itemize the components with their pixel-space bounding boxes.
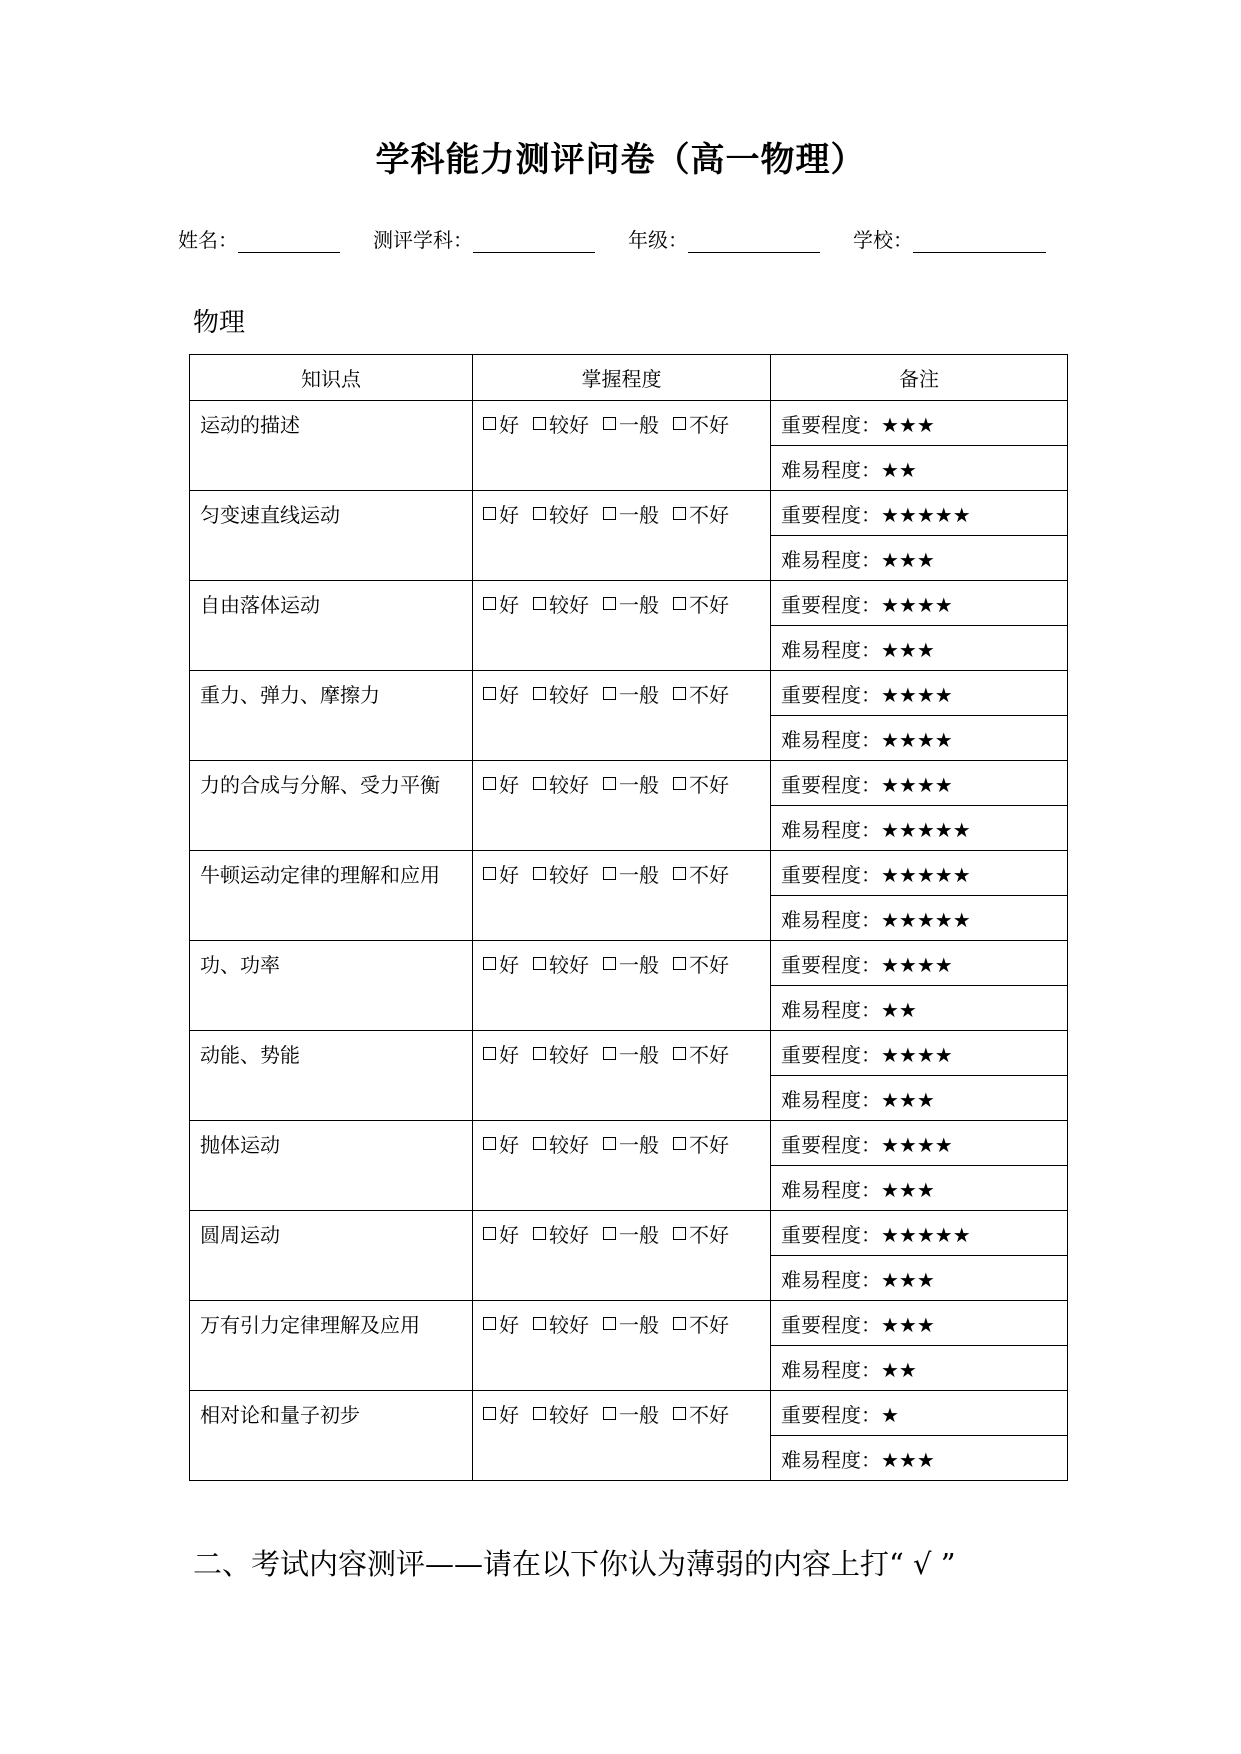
importance-stars: ★★★★ [881,592,953,617]
difficulty-cell [771,716,1068,761]
mastery-option-label: 较好 [549,1403,589,1427]
checkbox-icon[interactable] [483,1047,496,1060]
mastery-option[interactable] [533,1129,589,1158]
mastery-option[interactable] [603,679,659,708]
difficulty-stars: ★★★★ [881,727,953,752]
checkbox-icon[interactable] [533,687,546,700]
mastery-option[interactable] [673,409,729,438]
mastery-option[interactable] [673,499,729,528]
checkbox-icon[interactable] [483,507,496,520]
mastery-cell [473,851,771,941]
importance-stars: ★★★ [881,1312,935,1337]
table-header-row [190,355,1068,401]
importance-cell [771,671,1068,716]
subject-label: 测评学科： [373,228,473,252]
school-blank[interactable] [913,232,1046,253]
checkbox-icon[interactable] [673,1407,686,1420]
importance-label: 重要程度： [781,592,881,617]
difficulty-cell [771,806,1068,851]
difficulty-stars: ★★★★★ [881,907,971,932]
mastery-option-label: 好 [499,683,519,707]
importance-stars: ★★★★★ [881,862,971,887]
importance-cell [771,851,1068,896]
mastery-option-label: 不好 [689,1043,729,1067]
section2-title: 二、考试内容测评——请在以下你认为薄弱的内容上打“ √ ” [193,1547,956,1581]
mastery-option-label: 一般 [619,1223,659,1247]
mastery-cell [473,401,771,491]
mastery-option[interactable] [603,499,659,528]
table-row [190,1211,1068,1256]
difficulty-cell [771,626,1068,671]
checkbox-icon[interactable] [533,957,546,970]
mastery-option-label: 较好 [549,1223,589,1247]
name-blank[interactable] [238,232,340,253]
importance-cell [771,1121,1068,1166]
mastery-option[interactable] [673,859,729,888]
mastery-options [483,409,760,438]
difficulty-stars: ★★★ [881,637,935,662]
checkbox-icon[interactable] [673,777,686,790]
mastery-option[interactable] [603,1219,659,1248]
mastery-option-label: 一般 [619,683,659,707]
mastery-option-label: 一般 [619,593,659,617]
topic-cell: 重力、弹力、摩擦力 [190,671,473,761]
checkbox-icon[interactable] [533,867,546,880]
name-field[interactable] [178,224,340,253]
mastery-option[interactable] [483,949,519,978]
checkbox-icon[interactable] [673,1227,686,1240]
mastery-option-label: 好 [499,503,519,527]
mastery-option[interactable] [533,499,589,528]
mastery-option-label: 不好 [689,1313,729,1337]
importance-label: 重要程度： [781,862,881,887]
mastery-option[interactable] [673,1309,729,1338]
school-label: 学校： [853,228,913,252]
topic-cell: 运动的描述 [190,401,473,491]
school-field[interactable] [853,224,1046,253]
mastery-option[interactable] [533,1219,589,1248]
mastery-option[interactable] [673,769,729,798]
mastery-option[interactable] [483,589,519,618]
importance-stars: ★ [881,1402,899,1427]
mastery-option[interactable] [533,1039,589,1068]
mastery-option-label: 好 [499,773,519,797]
table-row [190,941,1068,986]
mastery-option[interactable] [533,409,589,438]
importance-stars: ★★★ [881,412,935,437]
mastery-options [483,1219,760,1248]
checkbox-icon[interactable] [483,867,496,880]
mastery-option[interactable] [483,1039,519,1068]
mastery-option[interactable] [673,1129,729,1158]
mastery-option[interactable] [483,1399,519,1428]
importance-label: 重要程度： [781,772,881,797]
section-label: 物理 [193,308,246,338]
mastery-option-label: 一般 [619,1043,659,1067]
checkbox-icon[interactable] [603,687,616,700]
topic-cell: 功、功率 [190,941,473,1031]
mastery-option[interactable] [673,1039,729,1068]
grade-blank[interactable] [688,232,820,253]
subject-field[interactable] [373,224,595,253]
checkbox-icon[interactable] [603,1317,616,1330]
mastery-option[interactable] [603,769,659,798]
difficulty-stars: ★★ [881,997,917,1022]
importance-label: 重要程度： [781,1222,881,1247]
checkbox-icon[interactable] [673,1047,686,1060]
mastery-option[interactable] [673,589,729,618]
mastery-options [483,949,760,978]
mastery-option-label: 一般 [619,953,659,977]
importance-cell [771,761,1068,806]
topic-cell: 牛顿运动定律的理解和应用 [190,851,473,941]
mastery-option-label: 不好 [689,773,729,797]
importance-stars: ★★★★★ [881,1222,971,1247]
mastery-option-label: 一般 [619,1313,659,1337]
mastery-option-label: 好 [499,413,519,437]
subject-blank[interactable] [473,232,595,253]
difficulty-label: 难易程度： [781,637,881,662]
mastery-options [483,859,760,888]
mastery-option-label: 一般 [619,503,659,527]
mastery-option-label: 不好 [689,503,729,527]
mastery-option-label: 不好 [689,413,729,437]
mastery-cell [473,941,771,1031]
difficulty-cell [771,986,1068,1031]
topic-cell: 相对论和量子初步 [190,1391,473,1481]
checkbox-icon[interactable] [533,507,546,520]
knowledge-table [189,354,1068,1481]
importance-stars: ★★★★ [881,1132,953,1157]
mastery-option[interactable] [673,679,729,708]
mastery-option[interactable] [483,679,519,708]
topic-cell: 自由落体运动 [190,581,473,671]
importance-cell [771,1031,1068,1076]
checkbox-icon[interactable] [603,597,616,610]
checkbox-icon[interactable] [603,1137,616,1150]
mastery-option-label: 好 [499,1133,519,1157]
mastery-options [483,589,760,618]
checkbox-icon[interactable] [533,1137,546,1150]
mastery-cell [473,671,771,761]
mastery-option-label: 好 [499,1403,519,1427]
mastery-option-label: 较好 [549,1133,589,1157]
importance-label: 重要程度： [781,1312,881,1337]
checkbox-icon[interactable] [603,507,616,520]
table-row [190,491,1068,536]
checkbox-icon[interactable] [603,1407,616,1420]
importance-cell [771,941,1068,986]
name-label: 姓名： [178,228,238,252]
difficulty-cell [771,896,1068,941]
topic-cell: 万有引力定律理解及应用 [190,1301,473,1391]
header-mastery: 掌握程度 [473,355,771,401]
importance-cell [771,491,1068,536]
checkbox-icon[interactable] [483,597,496,610]
table-row [190,401,1068,446]
checkbox-icon[interactable] [533,1047,546,1060]
grade-label: 年级： [628,228,688,252]
difficulty-stars: ★★★ [881,1447,935,1472]
difficulty-label: 难易程度： [781,997,881,1022]
mastery-option[interactable] [483,1219,519,1248]
mastery-options [483,499,760,528]
topic-cell: 动能、势能 [190,1031,473,1121]
difficulty-cell [771,1076,1068,1121]
header-topic: 知识点 [190,355,473,401]
mastery-option-label: 不好 [689,593,729,617]
checkbox-icon[interactable] [603,777,616,790]
mastery-options [483,769,760,798]
mastery-option[interactable] [533,1399,589,1428]
mastery-option-label: 较好 [549,413,589,437]
mastery-options [483,1039,760,1068]
difficulty-label: 难易程度： [781,1357,881,1382]
difficulty-label: 难易程度： [781,457,881,482]
mastery-option[interactable] [673,1219,729,1248]
checkbox-icon[interactable] [483,1317,496,1330]
mastery-cell [473,581,771,671]
topic-cell: 力的合成与分解、受力平衡 [190,761,473,851]
mastery-cell [473,761,771,851]
table-row [190,581,1068,626]
checkbox-icon[interactable] [673,1317,686,1330]
importance-label: 重要程度： [781,1042,881,1067]
difficulty-cell [771,446,1068,491]
checkbox-icon[interactable] [673,597,686,610]
mastery-option-label: 较好 [549,1043,589,1067]
difficulty-cell [771,536,1068,581]
mastery-option[interactable] [603,1309,659,1338]
mastery-option[interactable] [483,409,519,438]
mastery-option-label: 好 [499,593,519,617]
mastery-option[interactable] [603,589,659,618]
checkbox-icon[interactable] [603,1047,616,1060]
mastery-option[interactable] [483,1129,519,1158]
checkbox-icon[interactable] [673,417,686,430]
importance-label: 重要程度： [781,502,881,527]
topic-cell: 圆周运动 [190,1211,473,1301]
mastery-option-label: 较好 [549,1313,589,1337]
mastery-option[interactable] [533,859,589,888]
checkbox-icon[interactable] [483,1227,496,1240]
mastery-option-label: 较好 [549,683,589,707]
importance-label: 重要程度： [781,1402,881,1427]
topic-cell: 匀变速直线运动 [190,491,473,581]
importance-stars: ★★★★ [881,772,953,797]
mastery-option-label: 好 [499,1043,519,1067]
mastery-cell [473,1301,771,1391]
mastery-options [483,1129,760,1158]
checkbox-icon[interactable] [533,1317,546,1330]
difficulty-label: 难易程度： [781,907,881,932]
table-body [190,401,1068,1481]
importance-stars: ★★★★ [881,682,953,707]
mastery-option-label: 一般 [619,1133,659,1157]
mastery-option-label: 好 [499,1223,519,1247]
table-row [190,1301,1068,1346]
mastery-options [483,1309,760,1338]
mastery-option[interactable] [533,1309,589,1338]
mastery-option-label: 一般 [619,773,659,797]
mastery-option[interactable] [603,1399,659,1428]
table-row [190,1121,1068,1166]
mastery-option-label: 不好 [689,1403,729,1427]
mastery-cell [473,1211,771,1301]
mastery-option[interactable] [673,1399,729,1428]
table-row [190,671,1068,716]
table-row [190,1391,1068,1436]
mastery-options [483,679,760,708]
difficulty-stars: ★★★ [881,547,935,572]
mastery-option[interactable] [533,769,589,798]
mastery-option-label: 一般 [619,863,659,887]
mastery-option[interactable] [483,499,519,528]
difficulty-stars: ★★★★★ [881,817,971,842]
mastery-option-label: 好 [499,953,519,977]
difficulty-cell [771,1346,1068,1391]
mastery-option-label: 好 [499,863,519,887]
checkbox-icon[interactable] [603,867,616,880]
difficulty-label: 难易程度： [781,1447,881,1472]
mastery-option-label: 一般 [619,1403,659,1427]
importance-label: 重要程度： [781,412,881,437]
mastery-option[interactable] [483,769,519,798]
importance-label: 重要程度： [781,952,881,977]
mastery-option[interactable] [603,859,659,888]
mastery-option[interactable] [603,949,659,978]
mastery-option-label: 不好 [689,953,729,977]
difficulty-label: 难易程度： [781,1177,881,1202]
difficulty-label: 难易程度： [781,1267,881,1292]
checkbox-icon[interactable] [603,1227,616,1240]
difficulty-cell [771,1256,1068,1301]
mastery-option-label: 不好 [689,863,729,887]
importance-cell [771,401,1068,446]
checkbox-icon[interactable] [673,957,686,970]
checkbox-icon[interactable] [483,1137,496,1150]
difficulty-label: 难易程度： [781,817,881,842]
checkbox-icon[interactable] [483,1407,496,1420]
mastery-option-label: 不好 [689,1223,729,1247]
importance-cell [771,581,1068,626]
mastery-option-label: 较好 [549,503,589,527]
checkbox-icon[interactable] [673,507,686,520]
grade-field[interactable] [628,224,820,253]
difficulty-stars: ★★ [881,457,917,482]
checkbox-icon[interactable] [673,1137,686,1150]
mastery-option-label: 不好 [689,683,729,707]
mastery-option[interactable] [603,409,659,438]
importance-label: 重要程度： [781,1132,881,1157]
mastery-option-label: 较好 [549,863,589,887]
mastery-cell [473,1391,771,1481]
importance-stars: ★★★★★ [881,502,971,527]
importance-label: 重要程度： [781,682,881,707]
checkbox-icon[interactable] [533,417,546,430]
checkbox-icon[interactable] [673,867,686,880]
mastery-option[interactable] [533,949,589,978]
importance-stars: ★★★★ [881,1042,953,1067]
page-title: 学科能力测评问卷（高一物理） [375,140,866,180]
difficulty-label: 难易程度： [781,547,881,572]
importance-cell [771,1211,1068,1256]
importance-cell [771,1391,1068,1436]
difficulty-stars: ★★★ [881,1267,935,1292]
difficulty-cell [771,1166,1068,1211]
topic-cell: 抛体运动 [190,1121,473,1211]
mastery-cell [473,1031,771,1121]
difficulty-stars: ★★★ [881,1177,935,1202]
checkbox-icon[interactable] [603,957,616,970]
mastery-option-label: 好 [499,1313,519,1337]
checkbox-icon[interactable] [533,597,546,610]
difficulty-label: 难易程度： [781,1087,881,1112]
importance-cell [771,1301,1068,1346]
mastery-cell [473,491,771,581]
checkbox-icon[interactable] [483,687,496,700]
mastery-option[interactable] [533,679,589,708]
difficulty-cell [771,1436,1068,1481]
difficulty-stars: ★★★ [881,1087,935,1112]
student-info-row [178,224,1046,253]
mastery-option-label: 一般 [619,413,659,437]
difficulty-label: 难易程度： [781,727,881,752]
checkbox-icon[interactable] [673,687,686,700]
checkbox-icon[interactable] [483,777,496,790]
checkbox-icon[interactable] [483,957,496,970]
mastery-option-label: 不好 [689,1133,729,1157]
table-row [190,851,1068,896]
mastery-option-label: 较好 [549,953,589,977]
header-notes: 备注 [771,355,1068,401]
table-row [190,1031,1068,1076]
checkbox-icon[interactable] [483,417,496,430]
mastery-options [483,1399,760,1428]
mastery-option[interactable] [533,589,589,618]
difficulty-stars: ★★ [881,1357,917,1382]
mastery-option[interactable] [673,949,729,978]
importance-stars: ★★★★ [881,952,953,977]
checkbox-icon[interactable] [533,777,546,790]
checkbox-icon[interactable] [603,417,616,430]
mastery-option-label: 较好 [549,773,589,797]
mastery-option[interactable] [483,1309,519,1338]
mastery-option[interactable] [603,1129,659,1158]
checkbox-icon[interactable] [533,1407,546,1420]
mastery-option[interactable] [483,859,519,888]
mastery-cell [473,1121,771,1211]
mastery-option[interactable] [603,1039,659,1068]
mastery-option-label: 较好 [549,593,589,617]
checkbox-icon[interactable] [533,1227,546,1240]
table-row [190,761,1068,806]
